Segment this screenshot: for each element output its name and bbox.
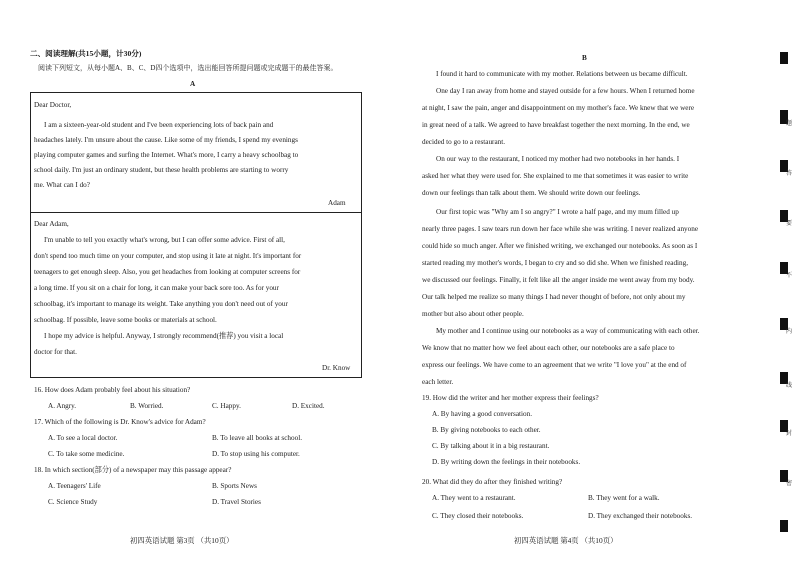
question-20: 20. What did they do after they finished writing?: [422, 478, 563, 486]
passage-line: at night, I saw the pain, anger and disappointment on my mother's face. We knew that we were: [422, 104, 695, 112]
letter1-line: me. What can I do?: [34, 181, 90, 189]
edge-label: 不: [785, 273, 792, 279]
letter2-line: doctor for that.: [34, 348, 77, 356]
option-19a: A. By having a good conversation.: [432, 410, 533, 418]
passage-label-b: B: [582, 54, 587, 62]
letter1-line: playing computer games and surfing the Internet. What's more, I carry a heavy schoolbag to: [34, 151, 299, 159]
option-19b: B. By giving notebooks to each other.: [432, 426, 541, 434]
question-19: 19. How did the writer and her mother express their feelings?: [422, 394, 599, 402]
edge-label: 密: [785, 481, 792, 487]
letter2-greeting: Dear Adam,: [34, 220, 69, 228]
letter1-line: headaches lately. I'm unsure about the cause. Like some of my friends, I spend my evenings: [34, 136, 298, 144]
letter1-signature: Adam: [328, 199, 346, 207]
passage-line: in great need of a talk. We agreed to have breakfast together the next morning. In the end, we: [422, 121, 690, 129]
edge-label: 要: [785, 221, 792, 227]
option-18b: B. Sports News: [212, 482, 257, 490]
option-18c: C. Science Study: [48, 498, 98, 506]
passage-line: asked her what they were used for. She explained to me that sometimes it was easier to write: [422, 172, 689, 180]
edge-label: 封: [785, 431, 792, 437]
edge-mark: [780, 520, 788, 532]
option-19d: D. By writing down the feelings in their notebooks.: [432, 458, 581, 466]
option-17b: B. To leave all books at school.: [212, 434, 302, 442]
passage-line: Our talk helped me realize so many things I had never thought of before, not only about my: [422, 293, 686, 301]
passage-line: On our way to the restaurant, I noticed my mother had two notebooks in her hands. I: [436, 155, 680, 163]
passage-line: started reading my mother's words, I began to cry and so did she. When we finished reading,: [422, 259, 689, 267]
letter1-line: I am a sixteen-year-old student and I've been experiencing lots of back pain and: [44, 121, 274, 129]
question-18: 18. In which section(部分) of a newspaper may this passage appear?: [34, 466, 232, 474]
passage-line: express our feelings. We have come to an agreement that we write "I love you" at the end of: [422, 361, 687, 369]
option-17d: D. To stop using his computer.: [212, 450, 300, 458]
option-20a: A. They went to a restaurant.: [432, 494, 516, 502]
option-16c: C. Happy.: [212, 402, 241, 410]
option-17c: C. To take some medicine.: [48, 450, 125, 458]
option-20c: C. They closed their notebooks.: [432, 512, 524, 520]
letter2-line: teenagers to get enough sleep. Also, you get headaches from looking at computer screens for: [34, 268, 301, 276]
passage-line: Our first topic was "Why am I so angry?" I wrote a half page, and my mum filled up: [436, 208, 679, 216]
passage-line: each letter.: [422, 378, 454, 386]
option-20d: D. They exchanged their notebooks.: [588, 512, 693, 520]
right-page: [418, 0, 760, 582]
passage-line: nearly three pages. I saw tears run down her face while she was writing. I never realized anyone: [422, 225, 699, 233]
option-18d: D. Travel Stories: [212, 498, 261, 506]
option-16a: A. Angry.: [48, 402, 77, 410]
question-17: 17. Which of the following is Dr. Know's advice for Adam?: [34, 418, 206, 426]
edge-mark: [780, 52, 788, 64]
letter2-line: schoolbag. If possible, leave some books or materials at school.: [34, 316, 217, 324]
letter-divider: [30, 212, 362, 213]
passage-line: could hide so much anger. After we finished writing, we exchanged our notebooks. As soon as I: [422, 242, 698, 250]
passage-line: down our feelings than talk about them. We should write down our feelings.: [422, 189, 641, 197]
letter2-line: schoolbag, it's important to manage its weight. Take anything you don't need out of your: [34, 300, 288, 308]
letter2-line: a long time. If you sit on a chair for long, it can make your back sore too. As for your: [34, 284, 279, 292]
edge-label: 答: [785, 171, 792, 177]
binding-edge: [772, 0, 794, 582]
option-19c: C. By talking about it in a big restaurant.: [432, 442, 550, 450]
option-16d: D. Excited.: [292, 402, 325, 410]
instruction: 阅读下列短文，从每小题A、B、C、D四个选项中，选出能回答所提问题或完成题干的最佳答案。: [38, 64, 338, 72]
passage-line: We know that no matter how we feel about each other, our notebooks are a safe place to: [422, 344, 675, 352]
footer-page-4: 初四英语试题 第4页 （共10页）: [514, 536, 618, 545]
option-16b: B. Worried.: [130, 402, 164, 410]
letter1-greeting: Dear Doctor,: [34, 101, 72, 109]
passage-line: One day I ran away from home and stayed outside for a few hours. When I returned home: [436, 87, 695, 95]
section-heading: 二、阅读理解(共15小题，计30分): [30, 49, 142, 58]
option-20b: B. They went for a walk.: [588, 494, 660, 502]
letter2-line: don't spend too much time on your computer, and stop using it late at night. It's important for: [34, 252, 302, 260]
passage-line: mother but also about other people.: [422, 310, 524, 318]
option-18a: A. Teenagers' Life: [48, 482, 101, 490]
footer-page-3: 初四英语试题 第3页 （共10页）: [130, 536, 234, 545]
letter2-signature: Dr. Know: [322, 364, 351, 372]
left-page: [30, 0, 370, 582]
edge-label: 题: [785, 121, 792, 127]
letter1-line: school daily. I'm just an ordinary student, but these health problems are starting to worry: [34, 166, 289, 174]
passage-label-a: A: [190, 80, 196, 88]
question-16: 16. How does Adam probably feel about his situation?: [34, 386, 191, 394]
edge-label: 线: [785, 383, 792, 389]
letter2-line: I hope my advice is helpful. Anyway, I strongly recommend(推荐) you visit a local: [44, 332, 284, 340]
passage-line: I found it hard to communicate with my mother. Relations between us became difficult.: [436, 70, 688, 78]
passage-line: decided to go to a restaurant.: [422, 138, 506, 146]
letter2-line: I'm unable to tell you exactly what's wrong, but I can offer some advice. First of all,: [44, 236, 285, 244]
edge-label: 内: [785, 329, 792, 335]
option-17a: A. To see a local doctor.: [48, 434, 118, 442]
passage-line: we discussed our feelings. Finally, it felt like all the anger inside me went away from my body.: [422, 276, 695, 284]
passage-line: My mother and I continue using our notebooks as a way of communicating with each other.: [436, 327, 700, 335]
